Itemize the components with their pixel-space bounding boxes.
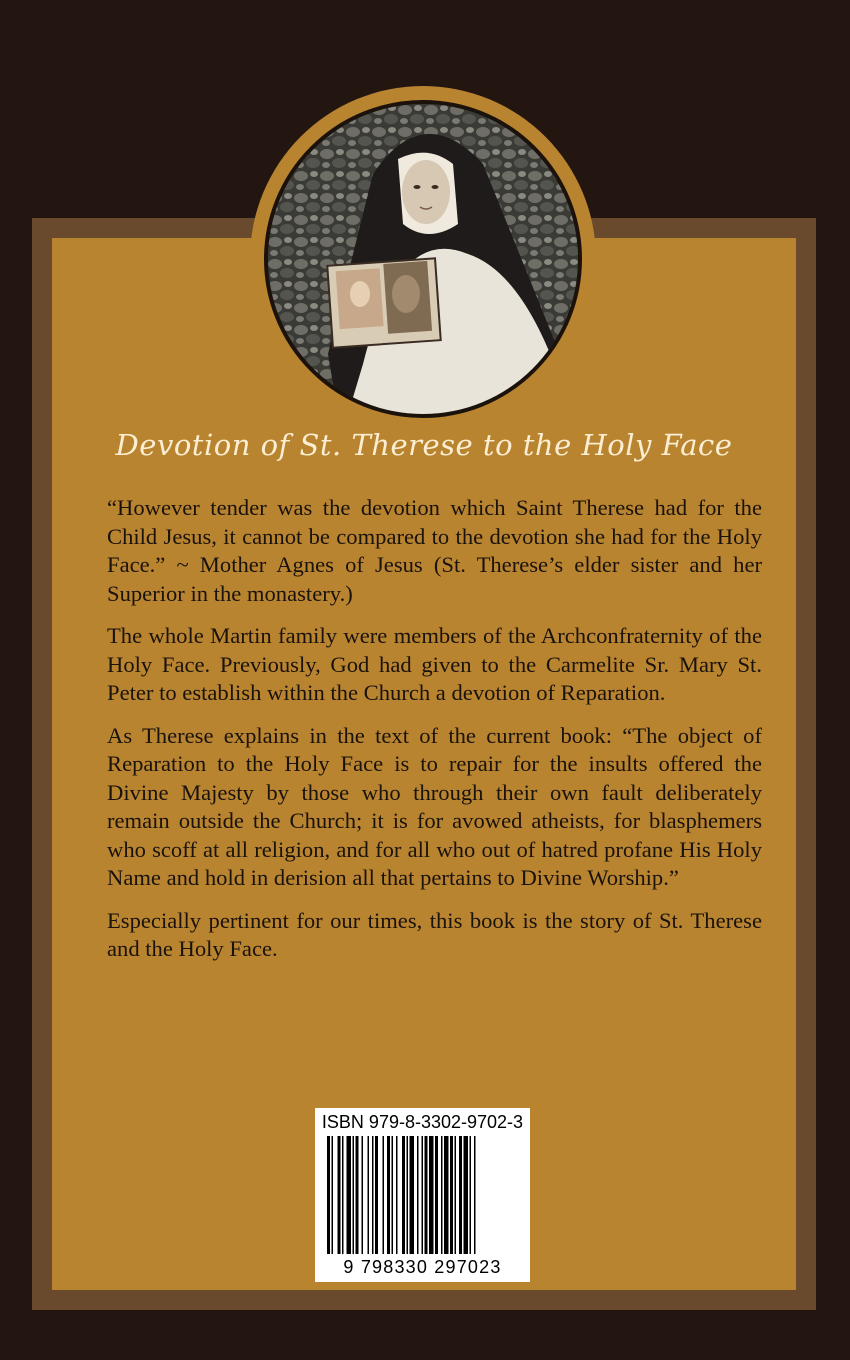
barcode-bar <box>441 1136 443 1254</box>
barcode-bar <box>407 1136 409 1254</box>
barcode-bar <box>435 1136 438 1254</box>
barcode-bar <box>387 1136 390 1254</box>
isbn-label: ISBN 979-8-3302-9702-3 <box>321 1112 524 1132</box>
barcode-bar <box>353 1136 355 1254</box>
barcode-bar <box>450 1136 453 1254</box>
barcode-bar <box>474 1136 476 1254</box>
barcode-bar <box>464 1136 469 1254</box>
barcode-bar <box>425 1136 428 1254</box>
barcode-bar <box>332 1136 334 1254</box>
barcode-bar <box>470 1136 472 1254</box>
portrait-photo <box>264 100 582 418</box>
barcode-bar <box>396 1136 398 1254</box>
barcode-bar <box>372 1136 374 1254</box>
barcode-bar <box>417 1136 419 1254</box>
description <box>107 494 762 978</box>
cover-title: Devotion of St. Therese to the Holy Face <box>115 428 733 462</box>
portrait-illustration <box>268 104 578 414</box>
paragraph-quote: “However tender was the devotion which Saint Therese had for the Child Jesus, it cannot be compared to the devotion she had for the Holy Face.” ~ Mother Agnes of Jesus (St. Therese’s elder sister and her Superior in the monastery.) <box>107 495 762 606</box>
paragraph-family: The whole Martin family were members of the Archconfraternity of the Holy Face. Previously, God had given to the Carmelite Sr. Mary St. Peter to establish within the Church a devotion of Reparation. <box>107 623 762 705</box>
barcode-bar <box>402 1136 405 1254</box>
paragraph-reparation: As Therese explains in the text of the current book: “The object of Reparation to the Holy Face is to repair for the insults offered the Divine Majesty by those who through their own fault deliberately remain outside the Church; it is for avowed atheists, for blasphemers who scoff at all religion, and for all who out of hatred profane His Holy Name and hold in derision all that pertains to Divine Worship.” <box>107 722 762 890</box>
barcode-bar <box>455 1136 457 1254</box>
barcode-bar <box>429 1136 434 1254</box>
barcode-bar <box>375 1136 378 1254</box>
barcode-bars <box>327 1136 518 1254</box>
barcode-bar <box>342 1136 344 1254</box>
barcode-bar <box>392 1136 394 1254</box>
barcode-bar <box>356 1136 359 1254</box>
barcode-digits: 9 798330 297023 <box>343 1257 502 1277</box>
barcode-bar <box>459 1136 462 1254</box>
barcode-bar <box>347 1136 352 1254</box>
barcode-bar <box>422 1136 424 1254</box>
paragraph-closing: Especially pertinent for our times, this book is the story of St. Therese and the Holy Face. <box>107 907 762 961</box>
barcode-bar <box>362 1136 364 1254</box>
barcode-bar <box>327 1136 330 1254</box>
barcode-bar <box>383 1136 385 1254</box>
barcode-bar <box>368 1136 370 1254</box>
barcode-bar <box>444 1136 449 1254</box>
barcode-bar <box>410 1136 415 1254</box>
barcode-bar <box>338 1136 341 1254</box>
isbn-barcode <box>315 1108 530 1282</box>
